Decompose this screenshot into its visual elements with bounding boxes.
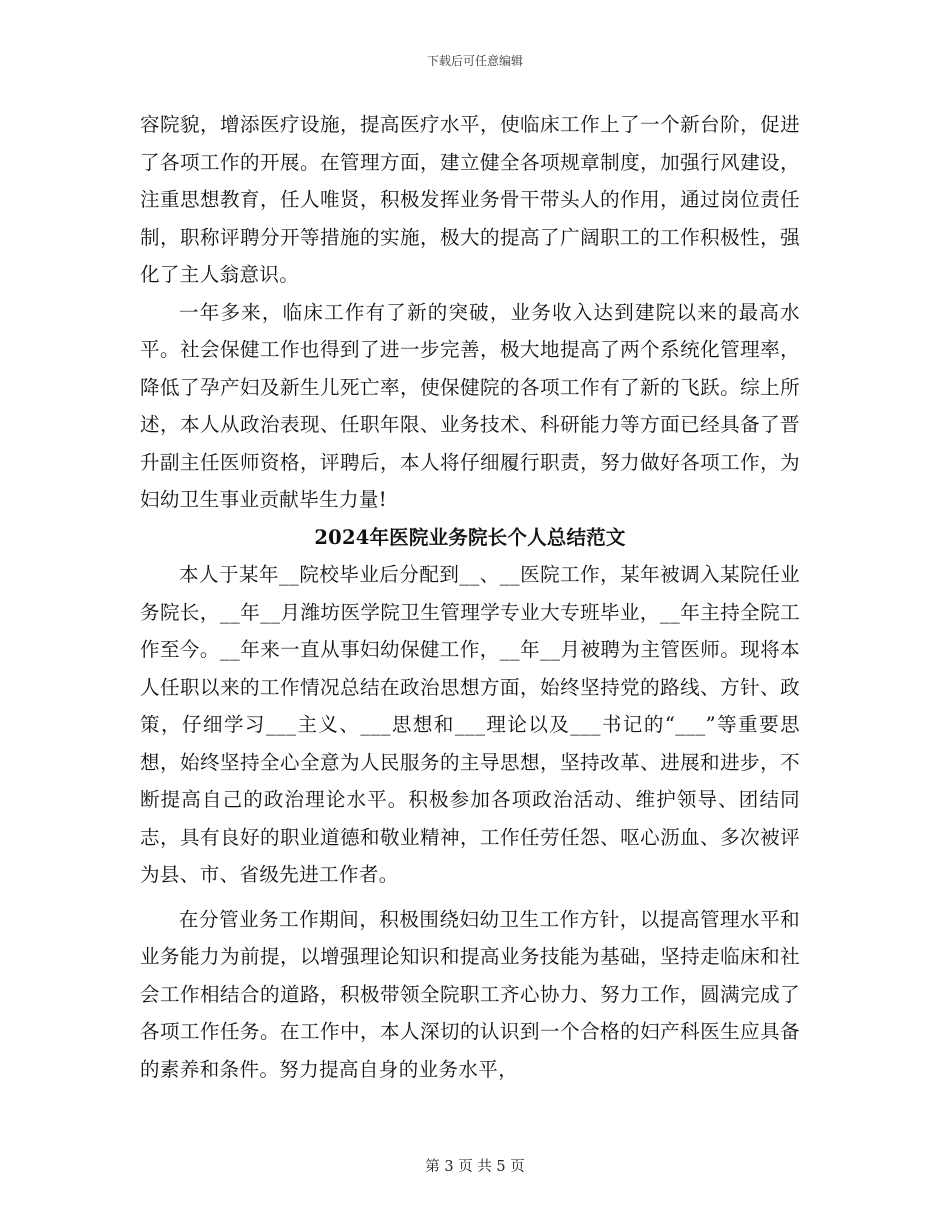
paragraph-summary: 一年多来，临床工作有了新的突破，业务收入达到建院以来的最高水平。社会保健工作也得到了进一步完善，极大地提高了两个系统化管理率，降低了孕产妇及新生儿死亡率，使保健院的各项工作有了新的飞跃。综上所述，本人从政治表现、任职年限、业务技术、科研能力等方面已经具备了晋升副主任医师资格，评聘后，本人将仔细履行职责，努力做好各项工作，为妇幼卫生事业贡献毕生力量! bbox=[140, 300, 800, 511]
page-header: 下载后可任意编辑 bbox=[426, 54, 523, 68]
paragraph-intro: 本人于某年__院校毕业后分配到__、__医院工作，某年被调入某院任业务院长，__年__月潍坊医学院卫生管理学专业大专班毕业，__年主持全院工作至今。__年来一直从事妇幼保健工作，__年__月被聘为主管医师。现将本人任职以来的工作情况总结在政治思想方面，始终坚持党的路线、方针、政策，仔细学习___主义、___思想和___理论以及___书记的“___”等重要思想，始终坚持全心全意为人民服务的主导思想，坚持改革、进展和进步，不断提高自己的政治理论水平。积极参加各项政治活动、维护领导、团结同志，具有良好的职业道德和敬业精神，工作任劳任怨、呕心沥血、多次被评为县、市、省级先进工作者。 bbox=[140, 563, 800, 886]
paragraph-work: 在分管业务工作期间，积极围绕妇幼卫生工作方针，以提高管理水平和业务能力为前提，以增强理论知识和提高业务技能为基础，坚持走临床和社会工作相结合的道路，积极带领全院职工齐心协力、努力工作，圆满完成了各项工作任务。在工作中，本人深切的认识到一个合格的妇产科医生应具备的素养和条件。努力提高自身的业务水平， bbox=[140, 907, 800, 1081]
paragraph-continuation: 容院貌，增添医疗设施，提高医疗水平，使临床工作上了一个新台阶，促进了各项工作的开展。在管理方面，建立健全各项规章制度，加强行风建设，注重思想教育，任人唯贤，积极发挥业务骨干带头人的作用，通过岗位责任制，职称评聘分开等措施的实施，极大的提高了广阔职工的工作积极性，强化了主人翁意识。 bbox=[140, 113, 800, 286]
document-body bbox=[140, 106, 800, 1088]
page-footer: 第 3 页 共 5 页 bbox=[425, 1159, 525, 1175]
section-title: 2024年医院业务院长个人总结范文 bbox=[314, 525, 626, 549]
